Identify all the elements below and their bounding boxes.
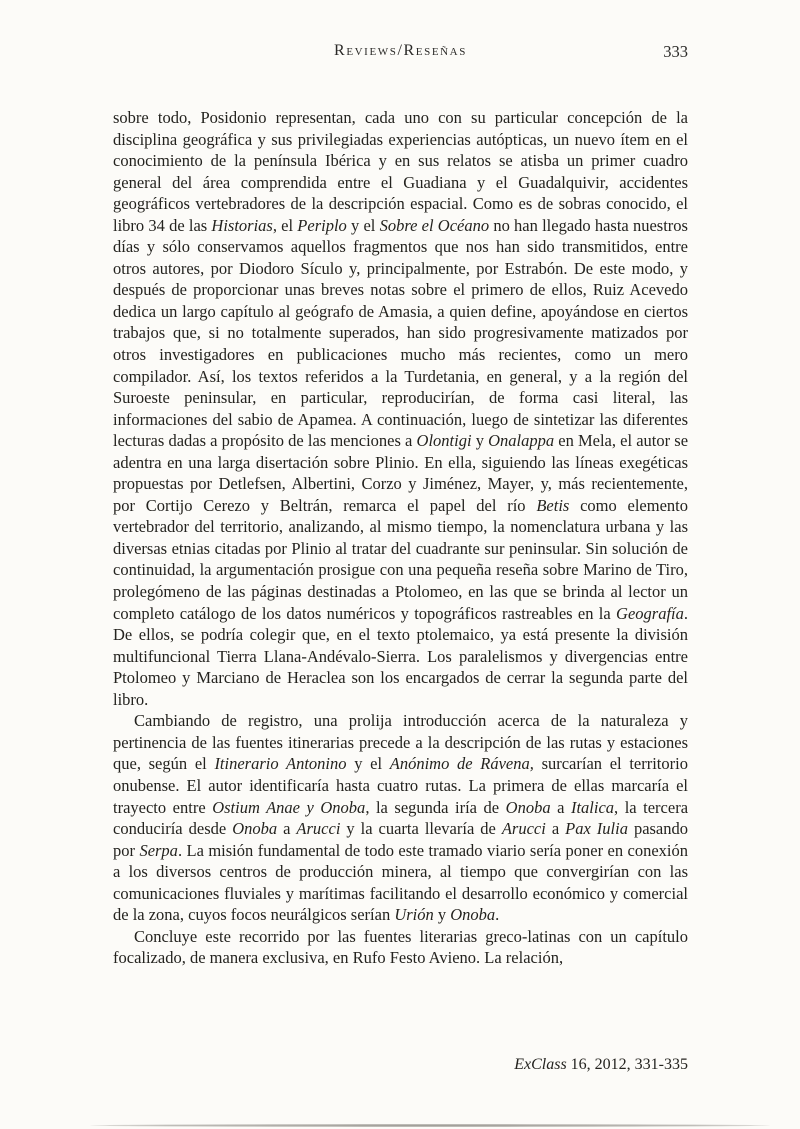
- italic-text-segment: Pax Iulia: [565, 819, 628, 839]
- text-segment: Cambiando de registro, una prolija introducción acerca de la naturaleza y pertinencia de las fuentes itinerarias precede a la descripción de las rutas y estaciones que, según el: [113, 711, 688, 774]
- italic-text-segment: Urión: [394, 905, 434, 925]
- page-header: [113, 42, 688, 66]
- paragraph: [113, 710, 688, 925]
- text-segment: . De ellos, se podría colegir que, en el texto ptolemaico, ya está presente la división multifuncional Tierra Llana-Andévalo-Sierra. Los paralelismos y divergencias entre Ptolomeo y Marciano de Heraclea son los encargados de cerrar la segunda parte del libro.: [113, 603, 688, 709]
- text-segment: y el: [346, 754, 390, 774]
- text-segment: y: [433, 905, 451, 925]
- italic-text-segment: Serpa: [139, 840, 178, 860]
- text-segment: no han llegado hasta nuestros días y sólo conservamos aquellos fragmentos que nos han sido transmitidos, entre otros autores, por Diodoro Sículo y, principalmente, por Estrabón. De este modo, y después de proporcionar unas breves notas sobre el primero de ellos, Ruiz Acevedo dedica un largo capítulo al geógrafo de Amasia, a quien define, apoyándose en ciertos trabajos que, si no totalmente superados, han sido progresivamente matizados por otros investigadores en publicaciones mucho más recientes, como un mero compilador. Así, los textos referidos a la Turdetania, en general, y a la región del Suroeste peninsular, en particular, reproducirían, de forma casi literal, las informaciones del sabio de Apamea. A continuación, luego de sintetizar las diferentes lecturas dadas a propósito de las menciones a: [113, 215, 688, 451]
- text-segment: en Mela, el autor se adentra en una larga disertación sobre Plinio. En ella, siguiendo las líneas exegéticas propuestas por Detlefsen, Albertini, Corzo y Jiménez, Mayer, y, más recientemente, por Cortijo Cerezo y Beltrán, remarca el papel del río: [113, 431, 689, 515]
- review-body-text: [113, 107, 688, 969]
- paragraph: [113, 107, 688, 710]
- italic-text-segment: Itinerario Antonino: [214, 754, 347, 774]
- italic-text-segment: Italica: [570, 797, 615, 817]
- text-segment: . La misión fundamental de todo este tramado viario sería poner en conexión a los diversos centros de producción minera, al tiempo que convergirían con las comunicaciones fluviales y marítimas facilitando el desarrollo económico y comercial de la zona, cuyos focos neurálgicos serían: [113, 840, 688, 925]
- text-segment: surcarían el territorio onubense. El autor identificaría hasta cuatro rutas. La primera de ellas marcaría el trayecto entre: [113, 754, 688, 817]
- page-number: 333: [663, 42, 688, 61]
- text-segment: Concluye este recorrido por las fuentes literarias greco-latinas con un capítulo focalizado, de manera exclusiva, en Rufo Festo Avieno. La relación,: [113, 926, 688, 968]
- text-segment: , el: [272, 215, 298, 235]
- italic-text-segment: Onoba: [232, 819, 278, 839]
- text-segment: a: [550, 797, 571, 817]
- italic-text-segment: Geografía: [616, 603, 684, 623]
- text-segment: como elemento vertebrador del territorio, analizando, al mismo tiempo, la nomenclatura urbana y las diversas etnias citadas por Plinio al tratar del cuadrante sur peninsular. Sin solución de continuidad, la argumentación prosigue con una pequeña reseña sobre Marino de Tiro, prolegómeno de las páginas destinadas a Ptolomeo, en las que se brinda al lector un completo catálogo de los datos numéricos y topográficos rastreables en la: [113, 495, 688, 623]
- italic-text-segment: Arucci: [501, 819, 546, 839]
- text-segment: y el: [346, 215, 380, 235]
- italic-text-segment: Sobre el Océano: [379, 215, 490, 235]
- journal-issue-info: 16, 2012, 331-335: [570, 1056, 688, 1073]
- text-segment: a: [545, 819, 566, 839]
- text-segment: , la segunda iría de: [365, 797, 506, 817]
- page-footer: [113, 1056, 688, 1074]
- italic-text-segment: Betis: [536, 495, 570, 515]
- italic-text-segment: Periplo: [297, 215, 347, 235]
- italic-text-segment: Onoba: [450, 905, 496, 925]
- italic-text-segment: Arucci: [296, 819, 341, 839]
- text-segment: , la tercera conduciría desde: [113, 797, 689, 839]
- italic-text-segment: Ostium Anae y Onoba: [212, 797, 366, 817]
- text-segment: pasando por: [113, 819, 689, 860]
- italic-text-segment: Olontigi: [416, 431, 472, 451]
- italic-text-segment: Onalappa: [488, 431, 555, 451]
- italic-text-segment: Onoba: [505, 797, 551, 817]
- italic-text-segment: Historias: [211, 215, 273, 235]
- journal-name: ExClass: [514, 1056, 567, 1073]
- text-segment: a: [277, 819, 297, 839]
- text-segment: sobre todo, Posidonio representan, cada uno con su particular concepción de la disciplina geográfica y sus privilegiadas experiencias autópticas, un nuevo ítem en el conocimiento de la península Ibérica y en sus relatos se atisba un primer cuadro general del área comprendida entre el Guadiana y el Guadalquivir, accidentes geográficos vertebradores de la descripción espacial. Como es de sobras conocido, el libro 34 de las: [113, 108, 688, 235]
- paragraph: [113, 926, 688, 969]
- text-segment: y la cuarta llevaría de: [340, 819, 502, 839]
- scan-edge-artifact: [90, 1124, 770, 1127]
- italic-text-segment: Anónimo de Rávena,: [389, 754, 534, 774]
- text-segment: .: [495, 905, 500, 925]
- text-segment: y: [471, 431, 489, 451]
- running-title: Reviews/Reseñas: [334, 42, 467, 59]
